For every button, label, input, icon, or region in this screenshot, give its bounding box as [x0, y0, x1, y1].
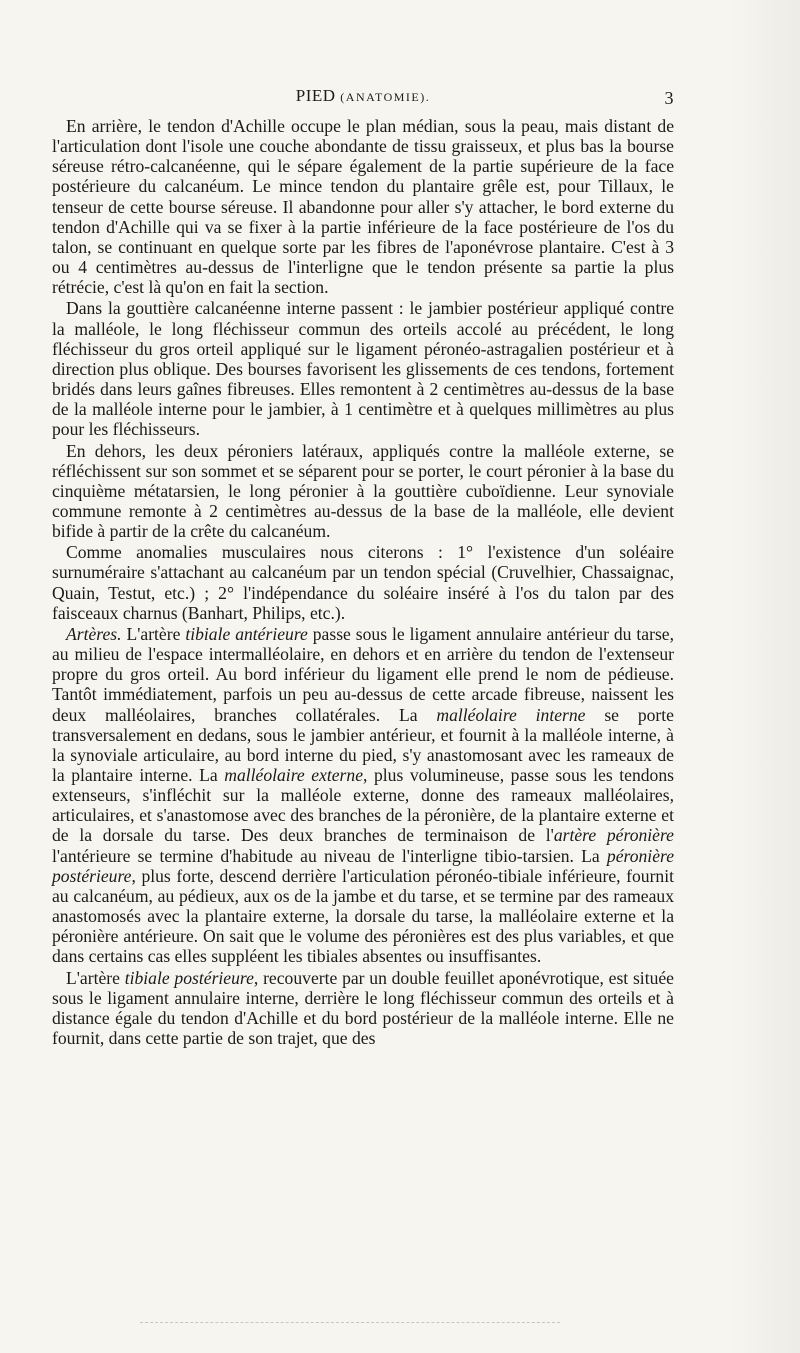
term-malleolaire-interne: malléolaire interne — [436, 704, 586, 725]
title-main: PIED — [295, 86, 336, 105]
text-segment: L'artère — [121, 623, 186, 644]
body-text — [52, 116, 674, 1048]
section-heading-arteres: Artères. — [66, 623, 122, 644]
document-page — [52, 86, 674, 1048]
text-segment: , plus forte, descend derrière l'articulation péronéo-tibiale inférieure, fournit au calcanéum, au pédieux, aux os de la jambe et du tarse, et se termine par des rameaux anastomosés avec la plantaire externe, la dorsale du tarse, la malléolaire externe et la péronière antérieure. On sait que le volume des péronières est des plus variables, et que dans certains cas elles suppléent les tibiales absentes ou insuffisantes. — [52, 865, 674, 967]
paragraph-peroniers: En dehors, les deux péroniers latéraux, appliqués contre la malléole externe, se réfléchissent sur son sommet et se séparent pour se porter, le court péronier à la base du cinquième métatarsien, le long péronier à la gouttière cuboïdienne. Leur synoviale commune remonte à 2 centimètres au-dessus de la base de la malléole, elle devient bifide à partir de la crête du calcanéum. — [52, 440, 674, 542]
text-segment: se porte transversalement en dedans, sous le jambier antérieur, et fournit à la malléole interne, à la synoviale articulaire, au bord interne du pied, s'y anastomosant avec les rameaux de la plantaire interne. La — [52, 704, 674, 785]
text-segment: L'artère — [66, 967, 125, 988]
term-tibiale-anterieure: tibiale antérieure — [185, 623, 308, 644]
page-number: 3 — [664, 88, 674, 108]
running-head — [52, 86, 674, 112]
title-sub: (ANATOMIE). — [340, 90, 431, 104]
paragraph-anomalies: Comme anomalies musculaires nous citerons : 1° l'existence d'un soléaire surnuméraire s'attachant au calcanéum par un tendon spécial (Cruvelhier, Chassaignac, Quain, Testut, etc.) ; 2° l'indépendance du soléaire inséré à l'os du talon par des faisceaux charnus (Banhart, Philips, etc.). — [52, 542, 674, 623]
bottom-bleed-rule — [140, 1322, 560, 1323]
term-malleolaire-externe: malléolaire externe — [224, 765, 364, 785]
running-title — [52, 86, 674, 106]
term-tibiale-posterieure: tibiale postérieure — [124, 967, 254, 988]
text-segment: passe sous le ligament annulaire antérieur du tarse, au milieu de l'espace intermalléolaire, en dehors et en arrière du tendon de l'extenseur propre du gros orteil. Au bord inférieur du ligament elle prend le nom de pédieuse. Tantôt immédiatement, parfois un peu au-dessus de cette arcade fibreuse, naissent les deux malléolaires, branches collatérales. La — [52, 623, 674, 725]
text-segment: , plus volumineuse, passe sous les tendons extenseurs, s'infléchit sur la malléole externe, donne des rameaux malléolaires, articulaires, et s'anastomose avec des branches de la péronière, de la plantaire externe et de la dorsale du tarse. Des deux branches de terminaison de l' — [52, 765, 674, 846]
text-segment: , recouverte par un double feuillet aponévrotique, est située sous le ligament annulaire interne, derrière le long fléchisseur commun des orteils et à distance égale du tendon d'Achille et du bord postérieur de la malléole interne. Elle ne fournit, dans cette partie de son trajet, que des — [52, 967, 674, 1049]
paragraph-gouttiere-calcaneenne: Dans la gouttière calcanéenne interne passent : le jambier postérieur appliqué contre la malléole, le long fléchisseur commun des orteils accolé au précédent, le long fléchisseur du gros orteil appliqué sur le ligament péronéo-astragalien postérieur et à direction plus oblique. Des bourses favorisent les glissements de ces tendons, fortement bridés dans leurs gaînes fibreuses. Elles remontent à 2 centimètres au-dessus de la base de la malléole interne pour le jambier, à 1 centimètre et à quelques millimètres au plus pour les fléchisseurs. — [52, 298, 674, 440]
paragraph-tibiale-posterieure — [52, 968, 674, 1049]
page-edge-shadow — [730, 0, 800, 1353]
text-segment: l'antérieure se termine d'habitude au niveau de l'interligne tibio-tarsien. La — [52, 845, 607, 866]
term-artere-peroniere: artère péronière — [553, 825, 674, 846]
paragraph-tendon-achille: En arrière, le tendon d'Achille occupe le plan médian, sous la peau, mais distant de l'articulation dont l'isole une couche abondante de tissu graisseux, et plus bas la bourse séreuse rétro-calcanéenne, qui le sépare également de la partie supérieure de la face postérieure du calcanéum. Le mince tendon du plantaire grêle est, pour Tillaux, le tenseur de cette bourse séreuse. Il abandonne pour aller s'y attacher, le bord externe du tendon d'Achille qui va se fixer à la partie inférieure de la face postérieure de l'os du talon, se continuant en quelque sorte par les fibres de l'aponévrose plantaire. C'est à 3 ou 4 centimètres au-dessus de l'interligne que le tendon présente sa partie la plus rétrécie, c'est là qu'on en fait la section. — [52, 116, 674, 298]
paragraph-arteres — [52, 624, 674, 967]
term-peroniere-posterieure: péronière postérieure — [52, 845, 674, 886]
